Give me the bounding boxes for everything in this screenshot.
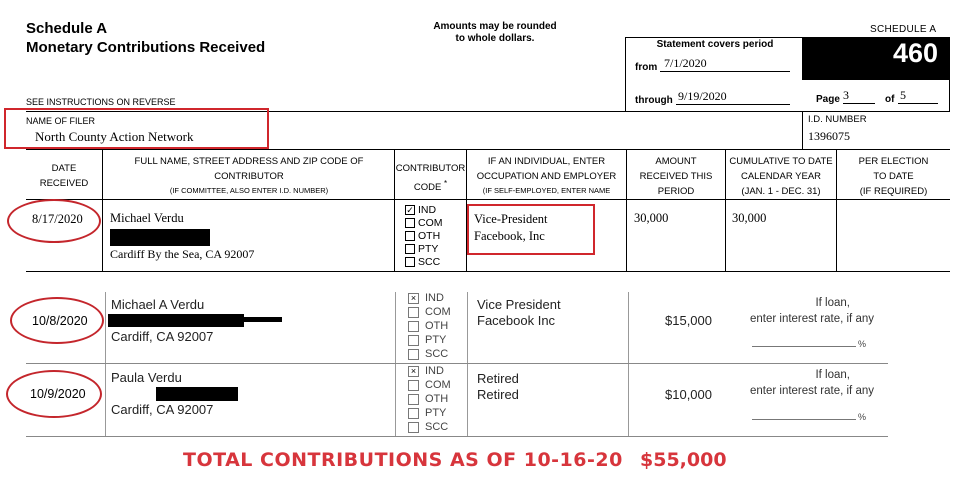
col-head-per-1: PER ELECTION	[858, 156, 929, 167]
checkbox-icon	[408, 394, 419, 405]
lower-row2-code-com[interactable]	[408, 378, 451, 392]
lower-row2-code-pty-label: PTY	[425, 407, 447, 419]
col-head-amt-1: AMOUNT	[655, 156, 697, 167]
code-oth[interactable]	[405, 230, 443, 243]
lower-row1-loan-2: enter interest rate, if any	[749, 313, 874, 325]
schedule-label: SCHEDULE A	[870, 24, 937, 35]
lower-row1-interest-line[interactable]	[752, 335, 856, 347]
lower-divider-date	[105, 292, 106, 436]
checkbox-icon	[408, 380, 419, 391]
code-oth-label: OTH	[418, 230, 441, 242]
table-row-bottom	[26, 271, 950, 272]
code-pty-label: PTY	[418, 243, 439, 255]
col-head-date	[26, 163, 102, 190]
lower-row2-employer: Retired	[477, 387, 519, 402]
lower-divider-occ	[467, 292, 468, 436]
lower-row2-name: Paula Verdu	[111, 370, 182, 385]
lower-row1-amount: $15,000	[665, 313, 712, 328]
lower-row1-name: Michael A Verdu	[111, 297, 205, 312]
lower-row1-employer: Facebook Inc	[477, 313, 556, 328]
lower-row2-date-circle	[6, 370, 102, 418]
lower-row1-code-ind[interactable]	[408, 291, 451, 305]
col-head-fullname	[104, 156, 394, 197]
col-head-fullname-1: FULL NAME, STREET ADDRESS AND ZIP CODE OF	[134, 156, 364, 167]
top-row-amount: 30,000	[634, 211, 669, 225]
lower-row1-address-redaction	[108, 314, 244, 327]
checkbox-checked-icon: ✓	[406, 205, 414, 216]
code-scc-label: SCC	[418, 256, 441, 268]
code-ind-label: IND	[418, 204, 437, 216]
col-head-cumulative	[726, 156, 836, 198]
see-instructions: SEE INSTRUCTIONS ON REVERSE	[26, 97, 176, 107]
lower-row2-occupation	[477, 371, 519, 403]
lower-row2-codes	[408, 364, 451, 434]
form-badge-label	[806, 42, 890, 70]
col-head-occ-1: IF AN INDIVIDUAL, ENTER	[487, 156, 606, 167]
lower-row2-code-scc[interactable]	[408, 420, 451, 434]
lower-row2-date: 10/9/2020	[30, 387, 86, 401]
checkbox-icon	[408, 335, 419, 346]
lower-row1-code-pty[interactable]	[408, 333, 451, 347]
page-current: 3	[843, 88, 875, 104]
col-head-cum-1: CUMULATIVE TO DATE	[729, 156, 833, 167]
col-head-cum-2: CALENDAR YEAR	[740, 171, 822, 182]
checkbox-icon	[408, 307, 419, 318]
filer-highlight-box	[4, 108, 269, 149]
lower-row2-address-redaction	[156, 387, 238, 401]
col-head-date-2: RECEIVED	[39, 178, 89, 189]
lower-row1-codes	[408, 291, 451, 361]
lower-row2-city: Cardiff, CA 92007	[111, 402, 214, 417]
lower-row1-occupation	[477, 297, 561, 329]
schedule-subtitle: Monetary Contributions Received	[26, 39, 266, 56]
lower-row2-loan-note	[720, 367, 874, 399]
top-row-date-circle	[7, 199, 101, 243]
checkbox-icon	[408, 321, 419, 332]
lower-row1-pct: %	[858, 339, 867, 349]
lower-row2-loan-2: enter interest rate, if any	[749, 385, 874, 397]
col-head-amount	[627, 156, 725, 198]
col-head-amt-3: PERIOD	[657, 186, 695, 197]
lower-row2-code-oth-label: OTH	[425, 393, 449, 405]
page-total: 5	[898, 88, 938, 104]
col-head-code-star: *	[444, 179, 448, 188]
col-head-cum-3: (JAN. 1 - DEC. 31)	[741, 186, 821, 197]
code-pty[interactable]	[405, 243, 443, 256]
top-row-employer: Facebook, Inc	[474, 229, 545, 243]
top-row-occupation-title: Vice-President	[474, 212, 548, 226]
checkbox-x-icon: ×	[408, 366, 419, 377]
col-head-occ-3: (IF SELF-EMPLOYED, ENTER NAME	[482, 186, 611, 195]
code-com-label: COM	[418, 217, 443, 229]
col-head-occ-2: OCCUPATION AND EMPLOYER	[476, 171, 617, 182]
lower-row2-occupation-title: Retired	[477, 371, 519, 386]
lower-row2-code-pty[interactable]	[408, 406, 451, 420]
form-word: FORM	[828, 57, 868, 69]
id-number: 1396075	[808, 129, 850, 143]
rounding-note	[400, 21, 590, 45]
through-label: through	[635, 95, 673, 106]
lower-row1-city: Cardiff, CA 92007	[111, 329, 214, 344]
lower-row2-code-scc-label: SCC	[425, 421, 449, 433]
page-label: Page	[816, 94, 840, 105]
checkbox-icon	[408, 349, 419, 360]
lower-row1-code-com[interactable]	[408, 305, 451, 319]
col-head-occupation	[467, 156, 626, 197]
col-head-per-3: (IF REQUIRED)	[859, 186, 928, 197]
lower-row2-amount: $10,000	[665, 387, 712, 402]
lower-divider-code	[395, 292, 396, 436]
lower-row1-date-circle	[10, 297, 104, 344]
code-ind[interactable]	[405, 204, 443, 217]
filer-divider	[802, 111, 803, 149]
lower-row2-code-oth[interactable]	[408, 392, 451, 406]
col-head-amt-2: RECEIVED THIS	[639, 171, 713, 182]
lower-row1-code-oth-label: OTH	[425, 320, 449, 332]
lower-row1-code-oth[interactable]	[408, 319, 451, 333]
lower-row2-pct: %	[858, 412, 867, 422]
checkbox-x-icon: ×	[408, 293, 419, 304]
rounding-note-line1: Amounts may be rounded	[433, 21, 557, 32]
checkbox-icon	[405, 244, 415, 254]
top-row-address-redaction	[110, 229, 210, 246]
lower-row2-interest-line[interactable]	[752, 408, 856, 420]
top-row-codes	[405, 204, 443, 269]
lower-row2-loan-1: If loan,	[815, 369, 850, 381]
lower-row1-code-ind-label: IND	[425, 292, 444, 304]
code-scc[interactable]	[405, 256, 443, 269]
lower-row1-code-scc-label: SCC	[425, 348, 449, 360]
of-label: of	[885, 94, 895, 105]
col-head-code-1: CONTRIBUTOR	[395, 163, 466, 174]
rounding-note-line2: to whole dollars.	[455, 33, 535, 44]
lower-row1-loan-note	[720, 295, 874, 327]
col-head-per-election	[837, 156, 950, 198]
through-date: 9/19/2020	[676, 89, 790, 105]
col-head-code	[395, 163, 466, 194]
id-number-label: I.D. NUMBER	[808, 114, 867, 125]
checkbox-icon	[408, 408, 419, 419]
top-row-date: 8/17/2020	[32, 212, 83, 226]
from-label: from	[635, 62, 658, 73]
checkbox-icon	[405, 218, 415, 228]
lower-row1-address-redaction-tail	[240, 317, 282, 322]
lower-bottom-border	[26, 436, 888, 437]
table-top-border	[26, 149, 950, 150]
schedule-title: Schedule A	[26, 20, 108, 37]
statement-title: Statement covers period	[656, 39, 774, 50]
lower-row1-code-pty-label: PTY	[425, 334, 447, 346]
checkbox-icon	[408, 422, 419, 433]
lower-row-divider	[26, 363, 888, 364]
lower-row1-occupation-title: Vice President	[477, 297, 561, 312]
col-head-per-2: TO DATE	[873, 171, 914, 182]
lower-divider-amt	[628, 292, 629, 436]
col-head-fullname-2: CONTRIBUTOR	[214, 171, 284, 182]
form-state: CALIFORNIA	[807, 43, 889, 55]
col-head-date-1: DATE	[51, 163, 77, 174]
lower-row1-date: 10/8/2020	[32, 314, 88, 328]
lower-row2-code-com-label: COM	[425, 379, 451, 391]
checkbox-icon	[405, 231, 415, 241]
code-com[interactable]	[405, 217, 443, 230]
top-row-cumulative: 30,000	[732, 211, 767, 225]
from-date: 7/1/2020	[660, 56, 790, 72]
lower-row1-code-com-label: COM	[425, 306, 451, 318]
top-row-city: Cardiff By the Sea, CA 92007	[110, 247, 255, 261]
col-head-code-2-wrap	[395, 178, 466, 194]
form-number: 460	[893, 38, 939, 68]
total-amount: $55,000	[640, 449, 727, 471]
filer-name: North County Action Network	[35, 129, 194, 144]
col-divider-1	[102, 149, 103, 271]
table-header-bottom	[26, 199, 950, 200]
lower-row1-code-scc[interactable]	[408, 347, 451, 361]
lower-row2-code-ind-label: IND	[425, 365, 444, 377]
total-label: TOTAL CONTRIBUTIONS AS OF 10-16-20	[183, 449, 623, 471]
top-row-name: Michael Verdu	[110, 211, 184, 225]
checkbox-icon	[405, 257, 415, 267]
lower-row2-code-ind[interactable]	[408, 364, 451, 378]
col-head-code-2: CODE	[413, 182, 442, 194]
filer-name-label: NAME OF FILER	[26, 116, 96, 126]
employer-highlight-box	[467, 204, 595, 255]
col-head-fullname-3: (IF COMMITTEE, ALSO ENTER I.D. NUMBER)	[169, 186, 329, 195]
lower-row1-loan-1: If loan,	[815, 297, 850, 309]
